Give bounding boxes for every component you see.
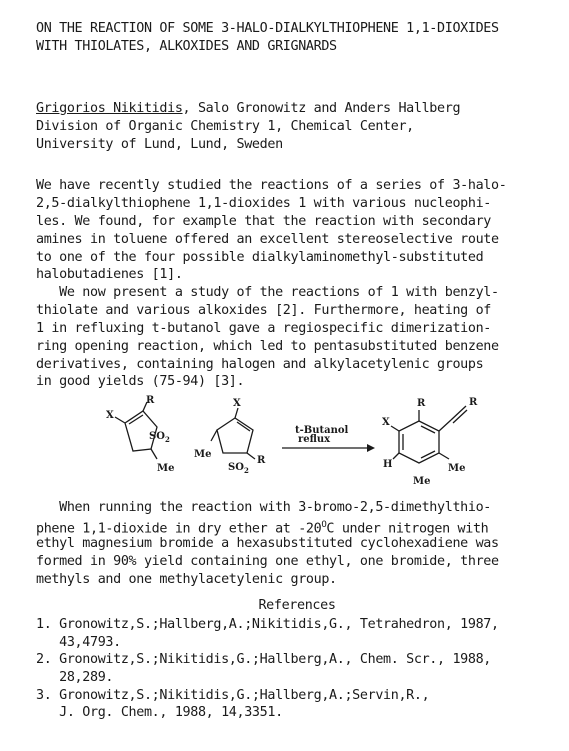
paragraph-3 xyxy=(36,499,558,588)
subst-me: Me xyxy=(157,463,175,474)
sulfonyl-label: $SO_2$ xyxy=(149,431,170,444)
text-line: 2,5-dialkylthiophene 1,1-dioxides 1 with various nucleophi- xyxy=(36,195,491,211)
reference-line: J. Org. Chem., 1988, 14,3351. xyxy=(36,705,283,721)
references-list xyxy=(36,616,558,722)
author-block xyxy=(36,100,558,154)
sulfonyl-label: $SO_2$ xyxy=(228,462,249,475)
subst-r: R xyxy=(146,395,155,406)
text-line: les. We found, for example that the reaction with secondary xyxy=(36,213,491,229)
references-heading-block xyxy=(36,597,558,615)
text-line: halobutadienes [1]. xyxy=(36,267,183,283)
text-line: formed in 90% yield containing one ethyl, one bromide, three xyxy=(36,553,499,569)
text-line: We have recently studied the reactions of a series of 3-halo- xyxy=(36,178,507,193)
paragraph-2 xyxy=(36,284,558,391)
text-line: ring opening reaction, which led to pentasubstituted benzene xyxy=(36,338,499,354)
title-line: ON THE REACTION OF SOME 3-HALO-DIALKYLTHIOPHENE 1,1-DIOXIDES xyxy=(36,21,499,36)
reaction-scheme xyxy=(95,393,495,488)
condition-solvent: t-Butanol xyxy=(295,425,349,436)
thiophene-dioxide-2 xyxy=(211,408,255,459)
reaction-arrow xyxy=(282,444,375,452)
subst-me: Me xyxy=(448,463,466,474)
reference-line: 3. Gronowitz,S.;Nikitidis,G.;Hallberg,A.;Servin,R., xyxy=(36,687,430,703)
text-line: derivatives, containing halogen and alkylacetylenic groups xyxy=(36,356,484,372)
degree-sign: O xyxy=(321,519,327,530)
text-line: thiolate and various alkoxides [2]. Furthermore, heating of xyxy=(36,302,491,318)
subst-me: Me xyxy=(413,476,431,487)
text-line: to one of the four possible dialkylaminomethyl-substituted xyxy=(36,249,484,265)
text-line: 1 in refluxing t-butanol gave a regiospecific dimerization- xyxy=(36,320,491,336)
references-heading: References xyxy=(258,598,336,613)
text-line: We now present a study of the reactions of 1 with benzyl- xyxy=(36,285,499,300)
text-line: methyls and one methylacetylenic group. xyxy=(36,571,337,587)
affiliation-line: University of Lund, Lund, Sweden xyxy=(36,136,283,152)
reference-line: 1. Gronowitz,S.;Hallberg,A.;Nikitidis,G., Tetrahedron, 1987, xyxy=(36,617,499,632)
text-line: in good yields (75-94) [3]. xyxy=(36,374,245,390)
text-line: ethyl magnesium bromide a hexasubstituted cyclohexadiene was xyxy=(36,535,499,551)
subst-r: R xyxy=(469,397,478,408)
paper-title xyxy=(36,20,558,56)
first-author: Grigorios Nikitidis xyxy=(36,101,183,116)
text-line: phene 1,1-dioxide in dry ether at $-20^OC$ under nitrogen with xyxy=(36,519,489,537)
paragraph-1 xyxy=(36,177,558,284)
subst-x: X xyxy=(106,410,114,421)
reference-line: 2. Gronowitz,S.;Nikitidis,G.;Hallberg,A., Chem. Scr., 1988, xyxy=(36,652,491,668)
subst-h: H xyxy=(383,459,393,470)
other-authors: , Salo Gronowitz and Anders Hallberg xyxy=(182,101,461,116)
author-line xyxy=(36,100,558,118)
affiliation-line: Division of Organic Chemistry 1, Chemical Center, xyxy=(36,118,414,134)
subst-x: X xyxy=(382,417,390,428)
title-line: WITH THIOLATES, ALKOXIDES AND GRIGNARDS xyxy=(36,39,337,54)
subst-me: Me xyxy=(194,449,212,460)
text-line: amines in toluene offered an excellent stereoselective route xyxy=(36,231,499,247)
text-line: When running the reaction with 3-bromo-2,5-dimethylthio- xyxy=(36,500,491,515)
reference-line: 28,289. xyxy=(36,670,114,686)
subst-x: X xyxy=(233,398,241,409)
subst-r: R xyxy=(417,398,426,409)
reference-line: 43,4793. xyxy=(36,634,121,650)
subst-r: R xyxy=(257,455,266,466)
benzene-product xyxy=(391,406,467,463)
condition-reflux: reflux xyxy=(298,434,331,445)
